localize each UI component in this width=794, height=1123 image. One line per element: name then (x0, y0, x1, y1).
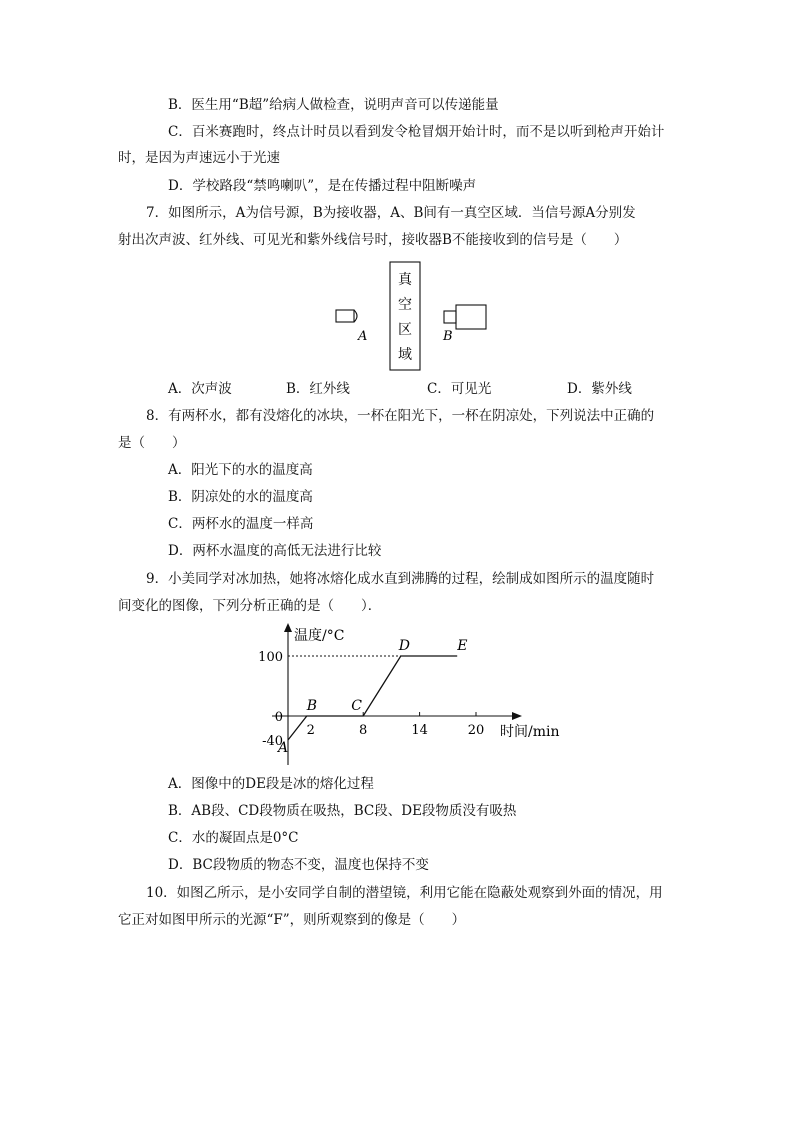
q8-option-c: C．两杯水的温度一样高 (168, 516, 314, 532)
x-tick-label-2: 2 (306, 723, 315, 738)
vacuum-char-2: 空 (398, 297, 412, 313)
vacuum-char-1: 真 (398, 272, 412, 288)
q7-stem: 7．如图所示，A为信号源，B为接收器，A、B间有一真空区域．当信号源A分别发 (146, 205, 636, 221)
q6-option-c: C．百米赛跑时，终点计时员以看到发令枪冒烟开始计时，而不是以听到枪声开始计 (168, 124, 665, 140)
q8-option-d: D．两杯水温度的高低无法进行比较 (168, 543, 382, 559)
q7-option-b: B．红外线 (286, 381, 350, 397)
q9-option-d: D．BC段物质的物态不变，温度也保持不变 (168, 857, 429, 873)
signal-source-a (336, 310, 354, 322)
q6-option-c-cont: 时，是因为声速远小于光速 (118, 150, 280, 166)
q7-figure (330, 258, 500, 373)
point-label-E: E (457, 638, 468, 654)
q7-option-d: D．紫外线 (567, 381, 632, 397)
q8-stem: 8．有两杯水，都有没熔化的冰块，一杯在阳光下，一杯在阴凉处，下列说法中正确的 (146, 408, 655, 424)
y-axis-arrow (284, 623, 292, 632)
y-tick-label--40: -40 (262, 734, 283, 749)
x-tick-label-14: 14 (411, 723, 428, 738)
q7-option-a: A．次声波 (168, 381, 232, 397)
point-label-D: D (398, 638, 411, 654)
x-axis-label: 时间/min (500, 724, 560, 740)
point-label-A: A (278, 740, 289, 756)
q8-option-b: B．阴凉处的水的温度高 (168, 489, 313, 505)
q7-stem-cont: 射出次声波、红外线、可见光和紫外线信号时，接收器B不能接收到的信号是（ ） (118, 232, 628, 248)
x-tick-label-20: 20 (467, 723, 485, 738)
q10-stem: 10．如图乙所示，是小安同学自制的潜望镜，利用它能在隐蔽处观察到外面的情况，用 (146, 885, 663, 901)
label-a: A (358, 329, 368, 344)
point-label-C: C (351, 698, 362, 714)
vacuum-char-3: 区 (398, 322, 412, 338)
x-tick-label-8: 8 (359, 723, 368, 738)
q10-stem-cont: 它正对如图甲所示的光源“F”，则所观察到的像是（ ） (118, 912, 466, 928)
receiver-b-large (456, 305, 486, 329)
q6-option-d: D．学校路段“禁鸣喇叭”，是在传播过程中阻断噪声 (168, 178, 477, 194)
q8-stem-cont: 是（ ） (118, 435, 186, 451)
q6-option-b: B．医生用“B超”给病人做检查，说明声音可以传递能量 (168, 97, 499, 113)
label-b: B (443, 329, 453, 344)
vacuum-char-4: 域 (398, 347, 412, 363)
q7-option-c: C．可见光 (427, 381, 492, 397)
q9-stem: 9．小美同学对冰加热，她将冰熔化成水直到沸腾的过程，绘制成如图所示的温度随时 (146, 571, 655, 587)
q9-stem-cont: 间变化的图像，下列分析正确的是（ ）． (118, 598, 382, 614)
point-label-B: B (306, 698, 318, 714)
x-axis-arrow (512, 712, 522, 720)
q8-option-a: A．阳光下的水的温度高 (168, 462, 313, 478)
q9-option-c: C．水的凝固点是0°C (168, 830, 299, 846)
y-axis-label: 温度/°C (294, 628, 345, 644)
temperature-time-chart (250, 620, 580, 770)
y-tick-label-100: 100 (258, 650, 283, 665)
y-tick-label-0: 0 (274, 710, 283, 725)
q9-option-a: A．图像中的DE段是冰的熔化过程 (168, 776, 374, 792)
q9-option-b: B．AB段、CD段物质在吸热，BC段、DE段物质没有吸热 (168, 803, 517, 819)
receiver-b-small (444, 311, 456, 323)
